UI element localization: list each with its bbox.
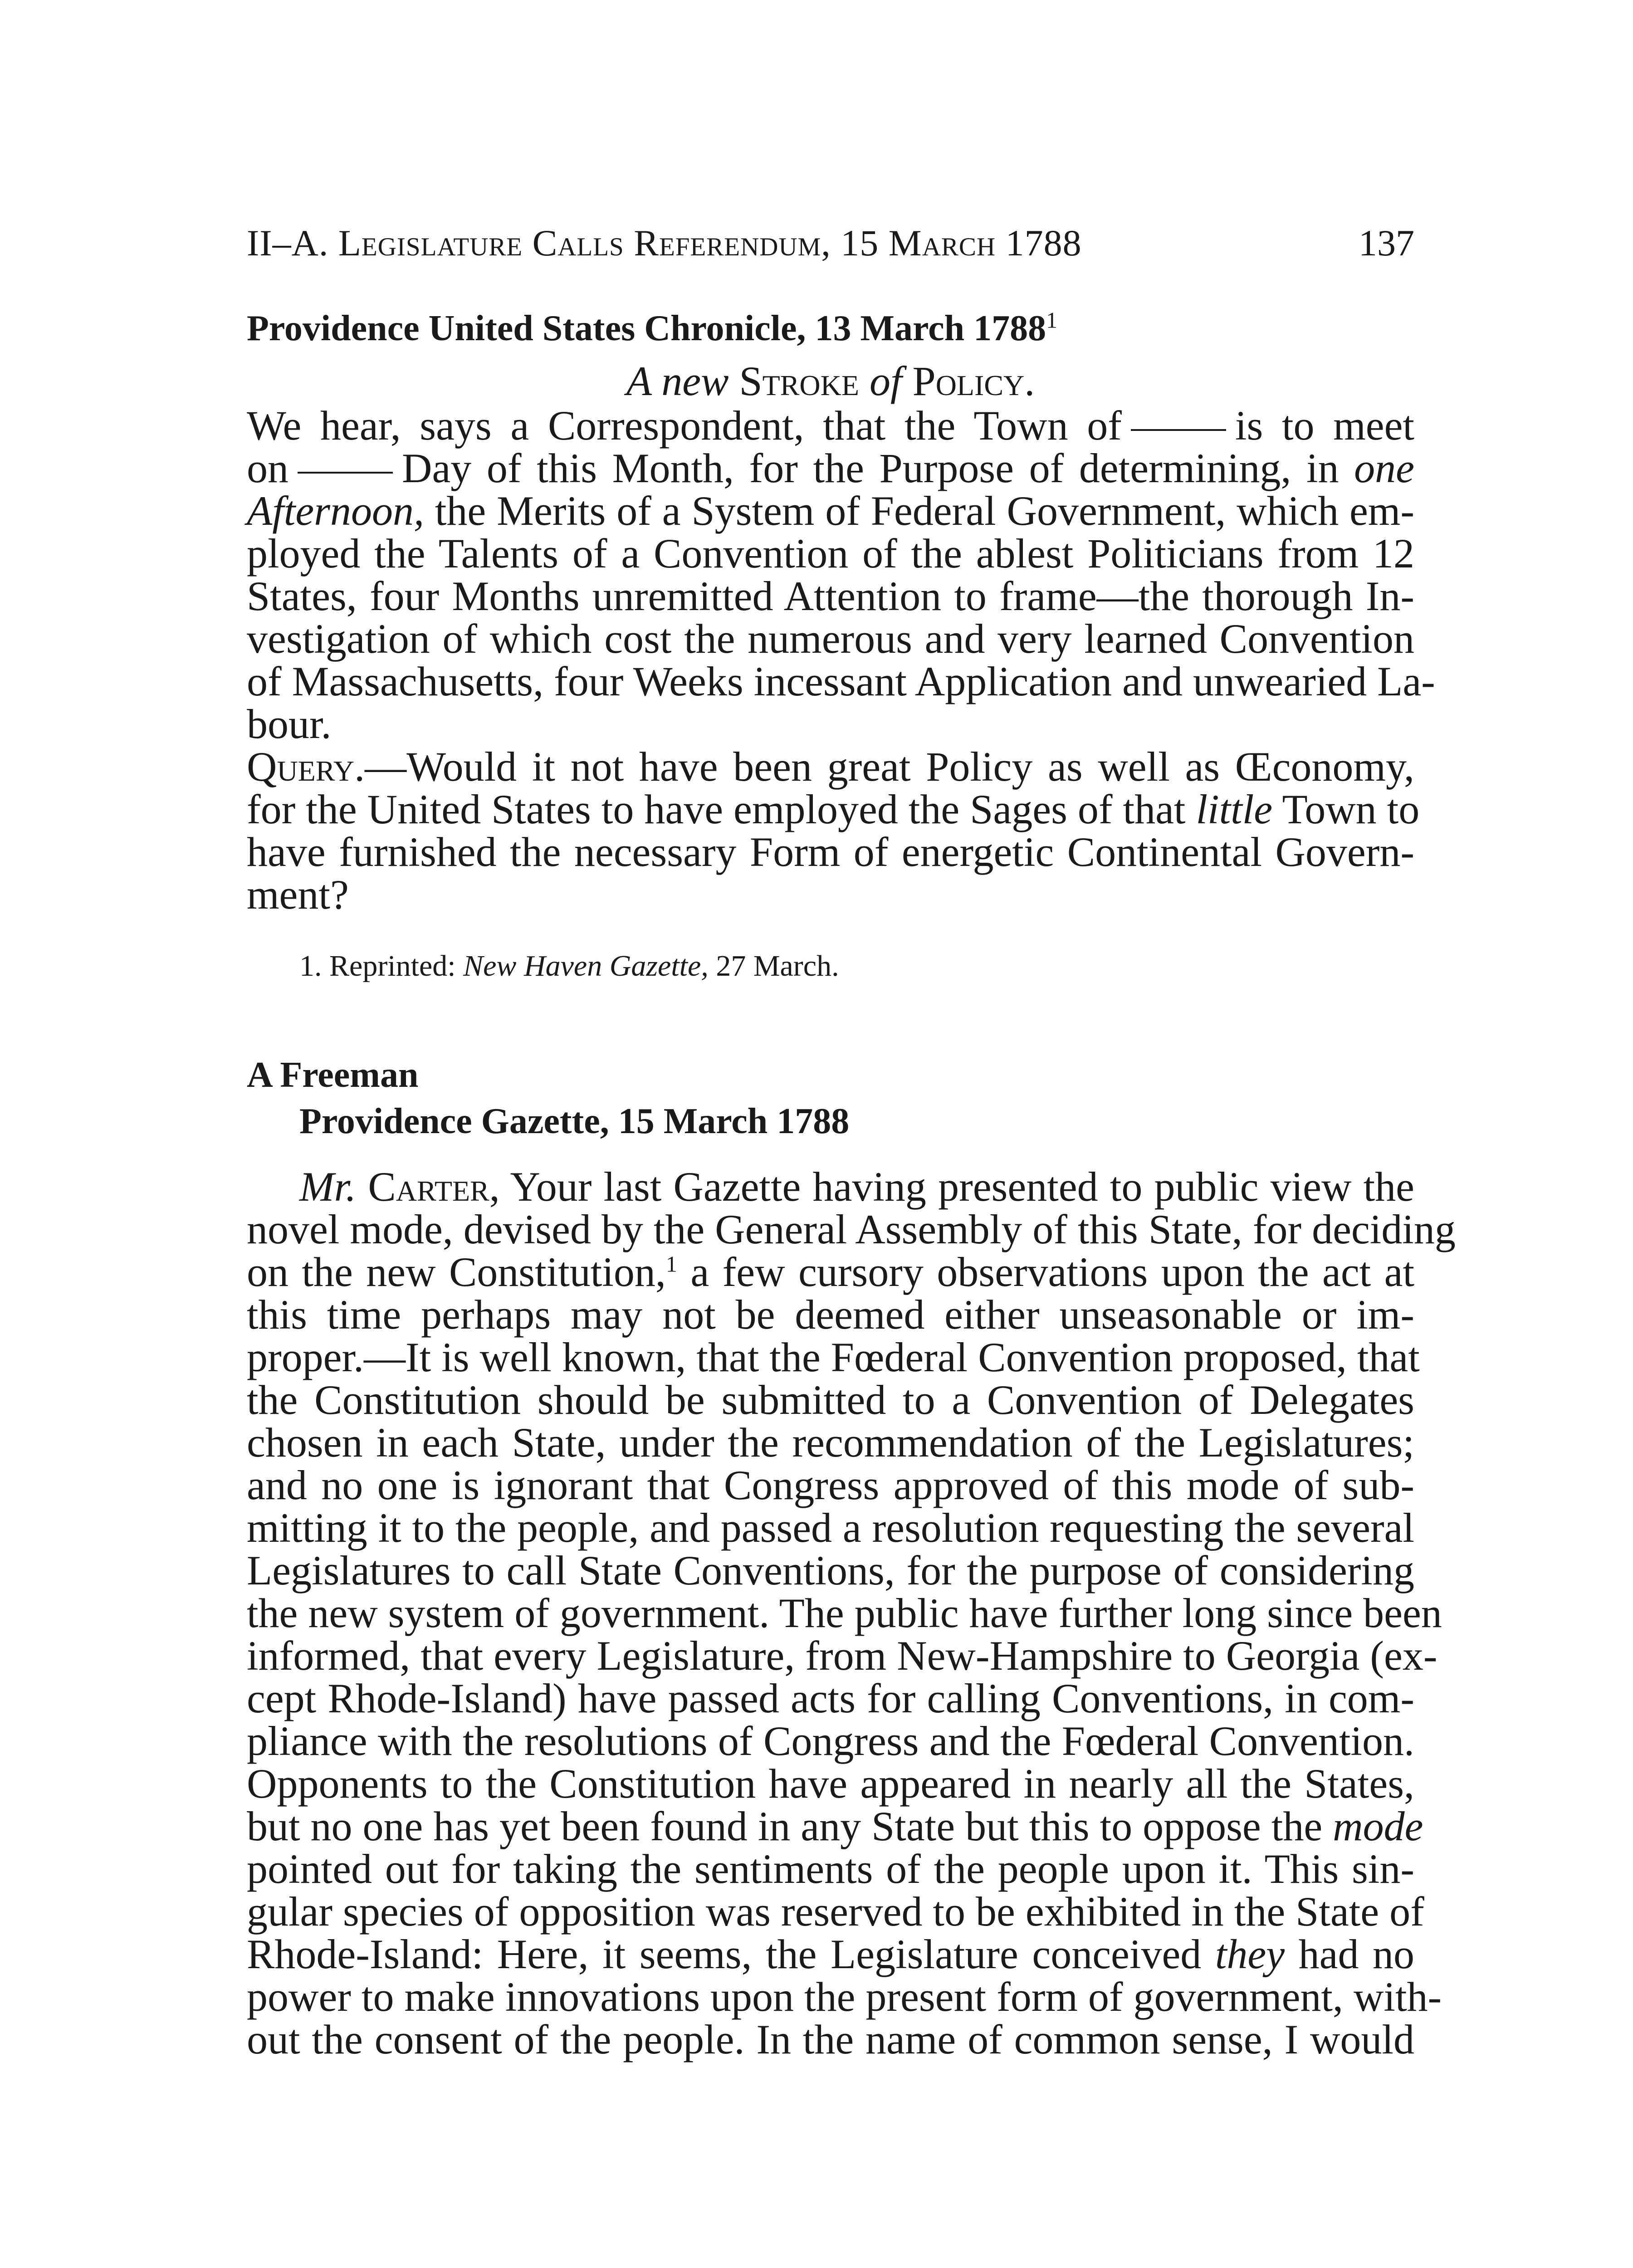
article2-line: the Constitution should be submitted to a Convention of Delegates bbox=[247, 1377, 1414, 1423]
article1-p1-line: States, four Months unremitted Attention to frame—the thorough In- bbox=[247, 573, 1414, 619]
article1-p1-line: vestigation of which cost the numerous and very learned Convention bbox=[247, 616, 1414, 662]
blank-dash bbox=[298, 472, 393, 474]
article2-line: but no one has yet been found in any State but this to oppose the mode bbox=[247, 1803, 1423, 1849]
article1-p1-line: bour. bbox=[247, 701, 332, 747]
footnote-ref: 1 bbox=[665, 1251, 677, 1277]
article1-p2-line: Query.—Would it not have been great Policy as well as Œconomy, bbox=[247, 743, 1414, 790]
article2-line: out the consent of the people. In the name of common sense, I would bbox=[247, 2016, 1414, 2063]
article2-line: power to make innovations upon the present form of government, with- bbox=[247, 1974, 1442, 2020]
article2-line: Mr. Carter, Your last Gazette having presented to public view the bbox=[299, 1163, 1414, 1210]
article2-line: the new system of government. The public have further long since been bbox=[247, 1590, 1442, 1636]
article2-line: and no one is ignorant that Congress approved of this mode of sub- bbox=[247, 1462, 1414, 1508]
article2-line: Opponents to the Constitution have appeared in nearly all the States, bbox=[247, 1760, 1414, 1807]
article2-line: pointed out for taking the sentiments of the people upon it. This sin- bbox=[247, 1846, 1414, 1892]
article2-line: informed, that every Legislature, from New-Hampshire to Georgia (ex- bbox=[247, 1633, 1437, 1679]
article1-p1-line: on Day of this Month, for the Purpose of determining, in one bbox=[247, 445, 1414, 491]
article2-line: mitting it to the people, and passed a resolution requesting the several bbox=[247, 1505, 1414, 1551]
article2-line: on the new Constitution,$^1$ a few cursory observations upon the act at bbox=[247, 1249, 1415, 1295]
footnote: 1. Reprinted: New Haven Gazette, 27 March. bbox=[299, 949, 839, 982]
page-number: 137 bbox=[1359, 222, 1414, 264]
article2-line: this time perhaps may not be deemed either unseasonable or im- bbox=[247, 1291, 1414, 1338]
article1-p2-line: have furnished the necessary Form of energetic Continental Govern- bbox=[247, 829, 1414, 875]
blank-dash bbox=[1131, 429, 1226, 431]
article1-p2-line: ment? bbox=[247, 871, 349, 918]
article1-p2-line: for the United States to have employed the Sages of that little Town to bbox=[247, 786, 1420, 832]
article1-heading: A new Stroke of Policy. bbox=[626, 358, 1035, 404]
article2-line: gular species of opposition was reserved to be exhibited in the State of bbox=[247, 1888, 1424, 1935]
article1-p1-line: of Massachusetts, four Weeks incessant Application and unwearied La- bbox=[247, 658, 1435, 704]
article1-p1-line: ployed the Talents of a Convention of the ablest Politicians from 12 bbox=[247, 530, 1414, 577]
article1-p1-line: We hear, says a Correspondent, that the Town of is to meet bbox=[247, 402, 1414, 449]
article2-line: cept Rhode-Island) have passed acts for calling Conventions, in com- bbox=[247, 1675, 1414, 1721]
article1-title: Providence United States Chronicle, 13 March 1788$^1$ bbox=[247, 307, 1058, 348]
article2-line: chosen in each State, under the recommendation of the Legislatures; bbox=[247, 1419, 1414, 1466]
article2-line: Rhode-Island: Here, it seems, the Legislature conceived they had no bbox=[247, 1931, 1415, 1977]
article2-title: Providence Gazette, 15 March 1788 bbox=[299, 1101, 850, 1141]
article2-line: novel mode, devised by the General Assembly of this State, for deciding bbox=[247, 1206, 1456, 1252]
article2-author: A Freeman bbox=[247, 1055, 419, 1095]
title-footnote-ref: 1 bbox=[1046, 307, 1058, 333]
article1-p1-line: Afternoon, the Merits of a System of Federal Government, which em- bbox=[247, 488, 1415, 534]
running-head bbox=[247, 220, 1414, 270]
article2-line: pliance with the resolutions of Congress and the Fœderal Convention. bbox=[247, 1718, 1414, 1764]
article2-line: proper.—It is well known, that the Fœderal Convention proposed, that bbox=[247, 1334, 1420, 1380]
article2-line: Legislatures to call State Conventions, for the purpose of considering bbox=[247, 1547, 1414, 1593]
running-head-title: II–A. Legislature Calls Referendum, 15 March 1788 bbox=[247, 222, 1082, 264]
